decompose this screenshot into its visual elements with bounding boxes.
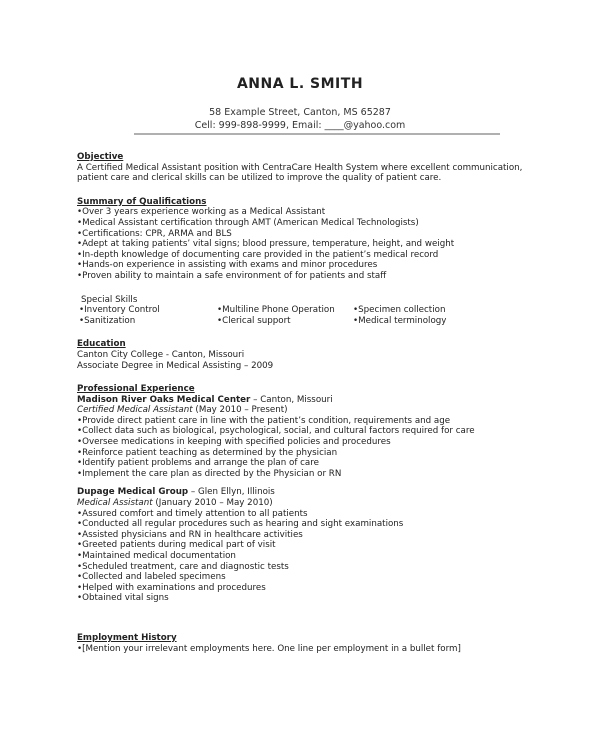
- education-section: [77, 339, 527, 371]
- employer-name: Madison River Oaks Medical Center: [77, 394, 251, 405]
- list-item: • Assured comfort and timely attention to all patients: [77, 509, 527, 520]
- skill-item: • Medical terminology: [353, 316, 493, 327]
- list-item: • Collect data such as biological, psychological, social, and cultural factors required for care: [77, 426, 527, 437]
- objective-text-2: patient care and clerical skills can be utilized to improve the quality of patient care.: [77, 173, 442, 184]
- skills-section: [77, 295, 527, 327]
- header-divider: [134, 133, 500, 135]
- skill-item: • Clerical support: [217, 316, 353, 327]
- job-heading: [77, 395, 527, 406]
- summary-section: [77, 197, 527, 282]
- list-item: • Obtained vital signs: [77, 593, 527, 604]
- address-line: 58 Example Street, Canton, MS 65287: [209, 107, 391, 118]
- employer-location: – Glen Ellyn, Illinois: [188, 487, 275, 498]
- experience-section: [77, 384, 527, 604]
- list-item: • Oversee medications in keeping with specified policies and procedures: [77, 437, 527, 448]
- list-item: • Proven ability to maintain a safe environment of for patients and staff: [77, 271, 527, 282]
- job-role: Medical Assistant: [77, 498, 153, 509]
- list-item: • Reinforce patient teaching as determined by the physician: [77, 448, 527, 459]
- candidate-name: ANNA L. SMITH: [236, 76, 364, 92]
- job-dates: (May 2010 – Present): [192, 405, 288, 416]
- list-item: • Hands-on experience in assisting with exams and minor procedures: [77, 260, 527, 271]
- job-heading: [77, 487, 527, 498]
- resume-header: [0, 76, 600, 132]
- objective-section: [77, 152, 527, 184]
- employment-title: Employment History: [77, 632, 177, 643]
- list-item: • Helped with examinations and procedures: [77, 583, 527, 594]
- skill-item: • Multiline Phone Operation: [217, 305, 353, 316]
- education-title: Education: [77, 339, 126, 350]
- skill-item: • Sanitization: [79, 316, 217, 327]
- job-role-line: [77, 405, 527, 416]
- employment-section: [77, 633, 527, 654]
- job-duties-list: [77, 416, 527, 480]
- list-item: • Greeted patients during medical part of visit: [77, 540, 527, 551]
- skills-title: Special Skills: [81, 294, 138, 305]
- objective-text-1: A Certified Medical Assistant position with CentraCare Health System where excellent communication,: [77, 162, 523, 173]
- list-item: • Implement the care plan as directed by the Physician or RN: [77, 469, 527, 480]
- list-item: • Identify patient problems and arrange the plan of care: [77, 458, 527, 469]
- education-school: Canton City College - Canton, Missouri: [77, 349, 245, 360]
- list-item: • Maintained medical documentation: [77, 551, 527, 562]
- skills-grid: [79, 305, 527, 326]
- list-item: • Collected and labeled specimens: [77, 572, 527, 583]
- job-role-line: [77, 498, 527, 509]
- experience-title: Professional Experience: [77, 384, 195, 395]
- objective-title: Objective: [77, 152, 124, 162]
- list-item: • Conducted all regular procedures such as hearing and sight examinations: [77, 519, 527, 530]
- employer-location: – Canton, Missouri: [250, 394, 333, 405]
- skill-item: • Specimen collection: [353, 305, 493, 316]
- job-role: Certified Medical Assistant: [77, 405, 193, 416]
- list-item: • Over 3 years experience working as a Medical Assistant: [77, 207, 527, 218]
- list-item: • Medical Assistant certification through AMT (American Medical Technologists): [77, 218, 527, 229]
- employment-item: • [Mention your irrelevant employments here. One line per employment in a bullet form]: [77, 644, 527, 655]
- education-degree: Associate Degree in Medical Assisting – 2009: [77, 360, 274, 371]
- skill-item: • Inventory Control: [79, 305, 217, 316]
- list-item: • Scheduled treatment, care and diagnostic tests: [77, 562, 527, 573]
- job-duties-list: [77, 509, 527, 604]
- contact-line: Cell: 999-898-9999, Email: ____@yahoo.com: [194, 120, 406, 131]
- summary-title: Summary of Qualifications: [77, 196, 207, 207]
- employer-name: Dupage Medical Group: [77, 487, 189, 498]
- list-item: • Adept at taking patients’ vital signs; blood pressure, temperature, height, and weight: [77, 239, 527, 250]
- job-dates: (January 2010 – May 2010): [152, 498, 273, 509]
- resume-body: [77, 152, 527, 654]
- list-item: • Assisted physicians and RN in healthcare activities: [77, 530, 527, 541]
- list-item: • Provide direct patient care in line with the patient’s condition, requirements and age: [77, 416, 527, 427]
- list-item: • Certifications: CPR, ARMA and BLS: [77, 229, 527, 240]
- summary-list: [77, 207, 527, 281]
- list-item: • In-depth knowledge of documenting care provided in the patient’s medical record: [77, 250, 527, 261]
